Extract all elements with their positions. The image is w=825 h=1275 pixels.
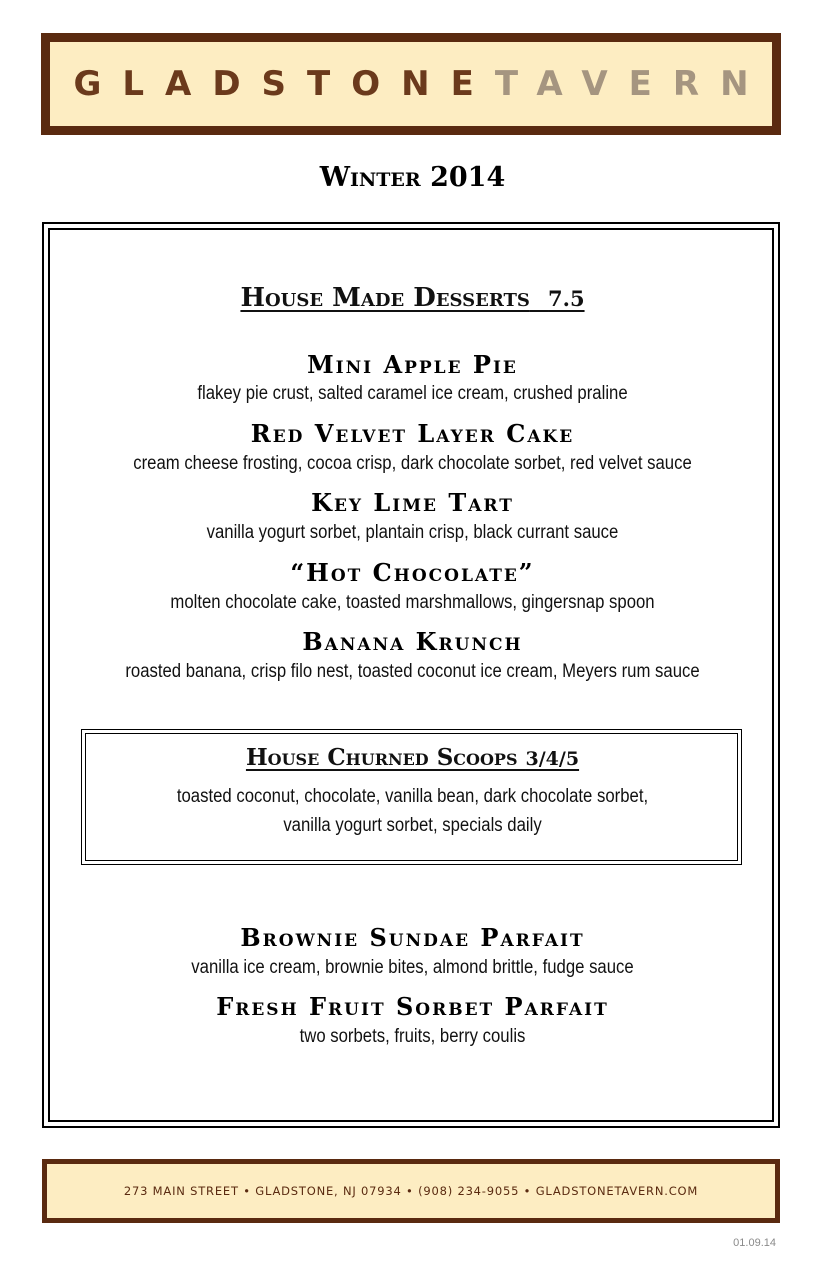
item-desc-mini-apple-pie: flakey pie crust, salted caramel ice cream, crushed praline (197, 383, 628, 404)
logo-tavern: TAVERN (494, 64, 770, 104)
date-code: 01.09.14 (733, 1237, 776, 1249)
item-desc-banana-krunch: roasted banana, crisp filo nest, toasted coconut ice cream, Meyers rum sauce (125, 661, 700, 682)
item-name-key-lime-tart: Key Lime Tart (311, 488, 514, 517)
scoops-price: 3/4/5 (525, 748, 580, 770)
scoops-title: House Churned Scoops (245, 744, 518, 771)
item-name-banana-krunch: Banana Krunch (302, 627, 523, 656)
item-name-brownie-sundae-parfait: Brownie Sundae Parfait (240, 923, 585, 952)
desserts-heading (0, 283, 825, 313)
footer-banner-inner (46, 1163, 776, 1219)
item-desc-fresh-fruit-sorbet-parfait: two sorbets, fruits, berry coulis (299, 1026, 526, 1047)
logo (73, 64, 769, 104)
desserts-title: House Made Desserts (240, 283, 530, 313)
header-banner-inner (48, 40, 774, 128)
item-name-hot-chocolate: “Hot Chocolate” (290, 558, 535, 587)
item-desc-key-lime-tart: vanilla yogurt sorbet, plantain crisp, black currant sauce (206, 522, 619, 543)
item-name-mini-apple-pie: Mini Apple Pie (307, 350, 518, 379)
item-desc-brownie-sundae-parfait: vanilla ice cream, brownie bites, almond brittle, fudge sauce (191, 957, 634, 978)
logo-gladstone: GLADSTONE (73, 64, 495, 104)
footer-address: 273 MAIN STREET • GLADSTONE, NJ 07934 • (908) 234-9055 • GLADSTONETAVERN.COM (123, 1184, 699, 1198)
item-name-fresh-fruit-sorbet-parfait: Fresh Fruit Sorbet Parfait (216, 992, 609, 1021)
footer-banner (42, 1159, 780, 1223)
item-desc-red-velvet: cream cheese frosting, cocoa crisp, dark chocolate sorbet, red velvet sauce (133, 453, 692, 474)
desserts-price: 7.5 (548, 286, 585, 311)
header-banner (41, 33, 781, 135)
item-desc-hot-chocolate: molten chocolate cake, toasted marshmallows, gingersnap spoon (170, 592, 655, 613)
item-name-red-velvet: Red Velvet Layer Cake (250, 419, 575, 448)
scoops-flavors-line2: vanilla yogurt sorbet, specials daily (283, 815, 542, 836)
scoops-heading (0, 744, 825, 771)
scoops-flavors-line1: toasted coconut, chocolate, vanilla bean, dark chocolate sorbet, (176, 786, 649, 807)
season-title: Winter 2014 (319, 162, 506, 193)
